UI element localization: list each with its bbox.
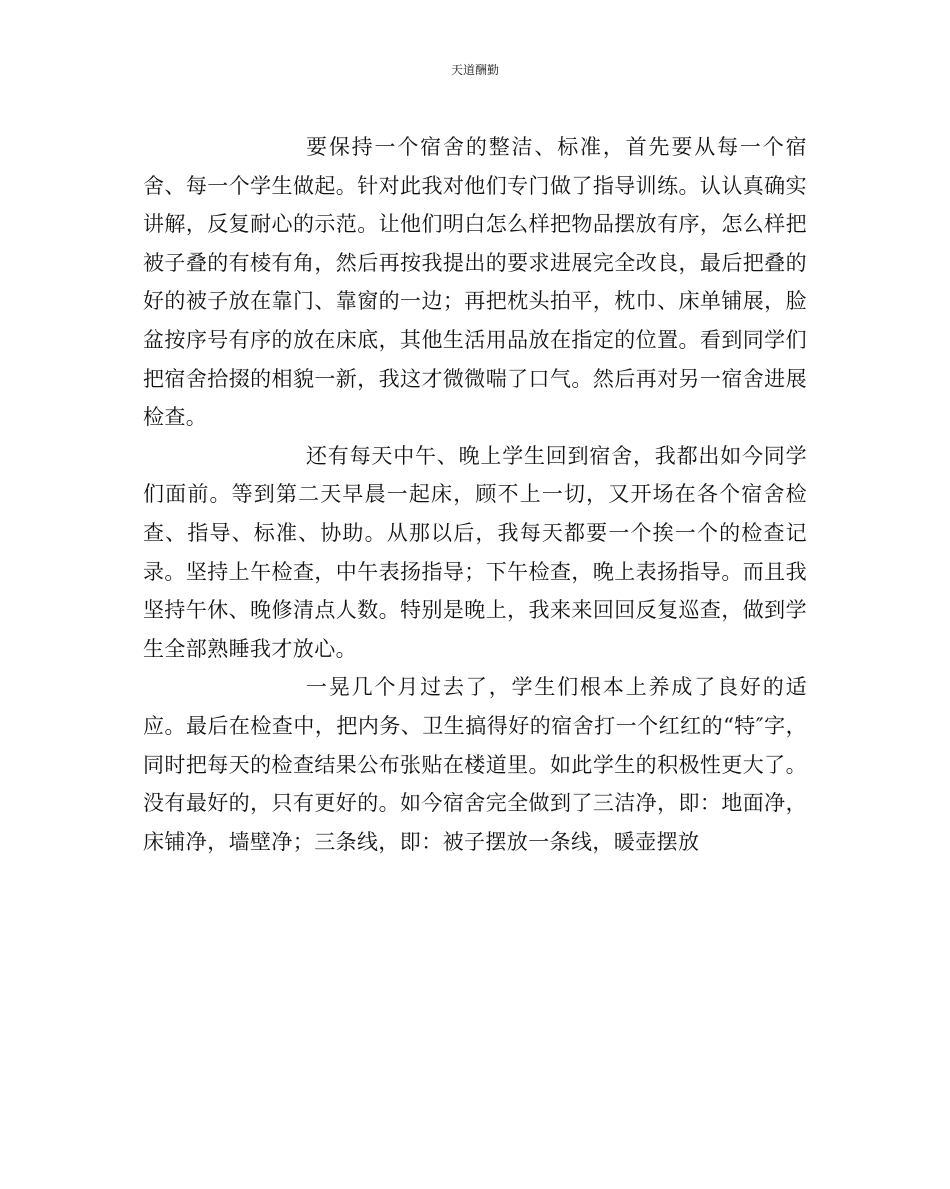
paragraph-dormitory-standards: 要保持一个宿舍的整洁、标准，首先要从每一个宿舍、每一个学生做起。针对此我对他们专门做了指导训练。认认真确实讲解，反复耐心的示范。让他们明白怎么样把物品摆放有序，怎么样把被子叠的有棱有角，然后再按我提出的要求进展完全改良，最后把叠的好的被子放在靠门、靠窗的一边；再把枕头拍平，枕巾、床单铺展，脸盆按序号有序的放在床底，其他生活用品放在指定的位置。看到同学们把宿舍拾掇的相貌一新，我这才微微喘了口气。然后再对另一宿舍进展检查。 [143, 135, 807, 430]
page-header: 天道酬勤 [450, 63, 499, 77]
document-body [143, 128, 807, 861]
paragraph-daily-inspection: 还有每天中午、晚上学生回到宿舍，我都出如今同学们面前。等到第二天早晨一起床，顾不上一切，又开场在各个宿舍检查、指导、标准、协助。从那以后，我每天都要一个挨一个的检查记录。坚持上午检查，中午表扬指导；下午检查，晚上表扬指导。而且我坚持午休、晚修清点人数。特别是晚上，我来来回回反复巡查，做到学生全部熟睡我才放心。 [143, 443, 807, 661]
paragraph-results: 一晃几个月过去了，学生们根本上养成了良好的适应。最后在检查中，把内务、卫生搞得好的宿舍打一个红红的“特″字，同时把每天的检查结果公布张贴在楼道里。如此学生的积极性更大了。没有最好的，只有更好的。如今宿舍完全做到了三洁净，即：地面净，床铺净，墙壁净；三条线，即：被子摆放一条线，暖壶摆放 [143, 675, 807, 854]
